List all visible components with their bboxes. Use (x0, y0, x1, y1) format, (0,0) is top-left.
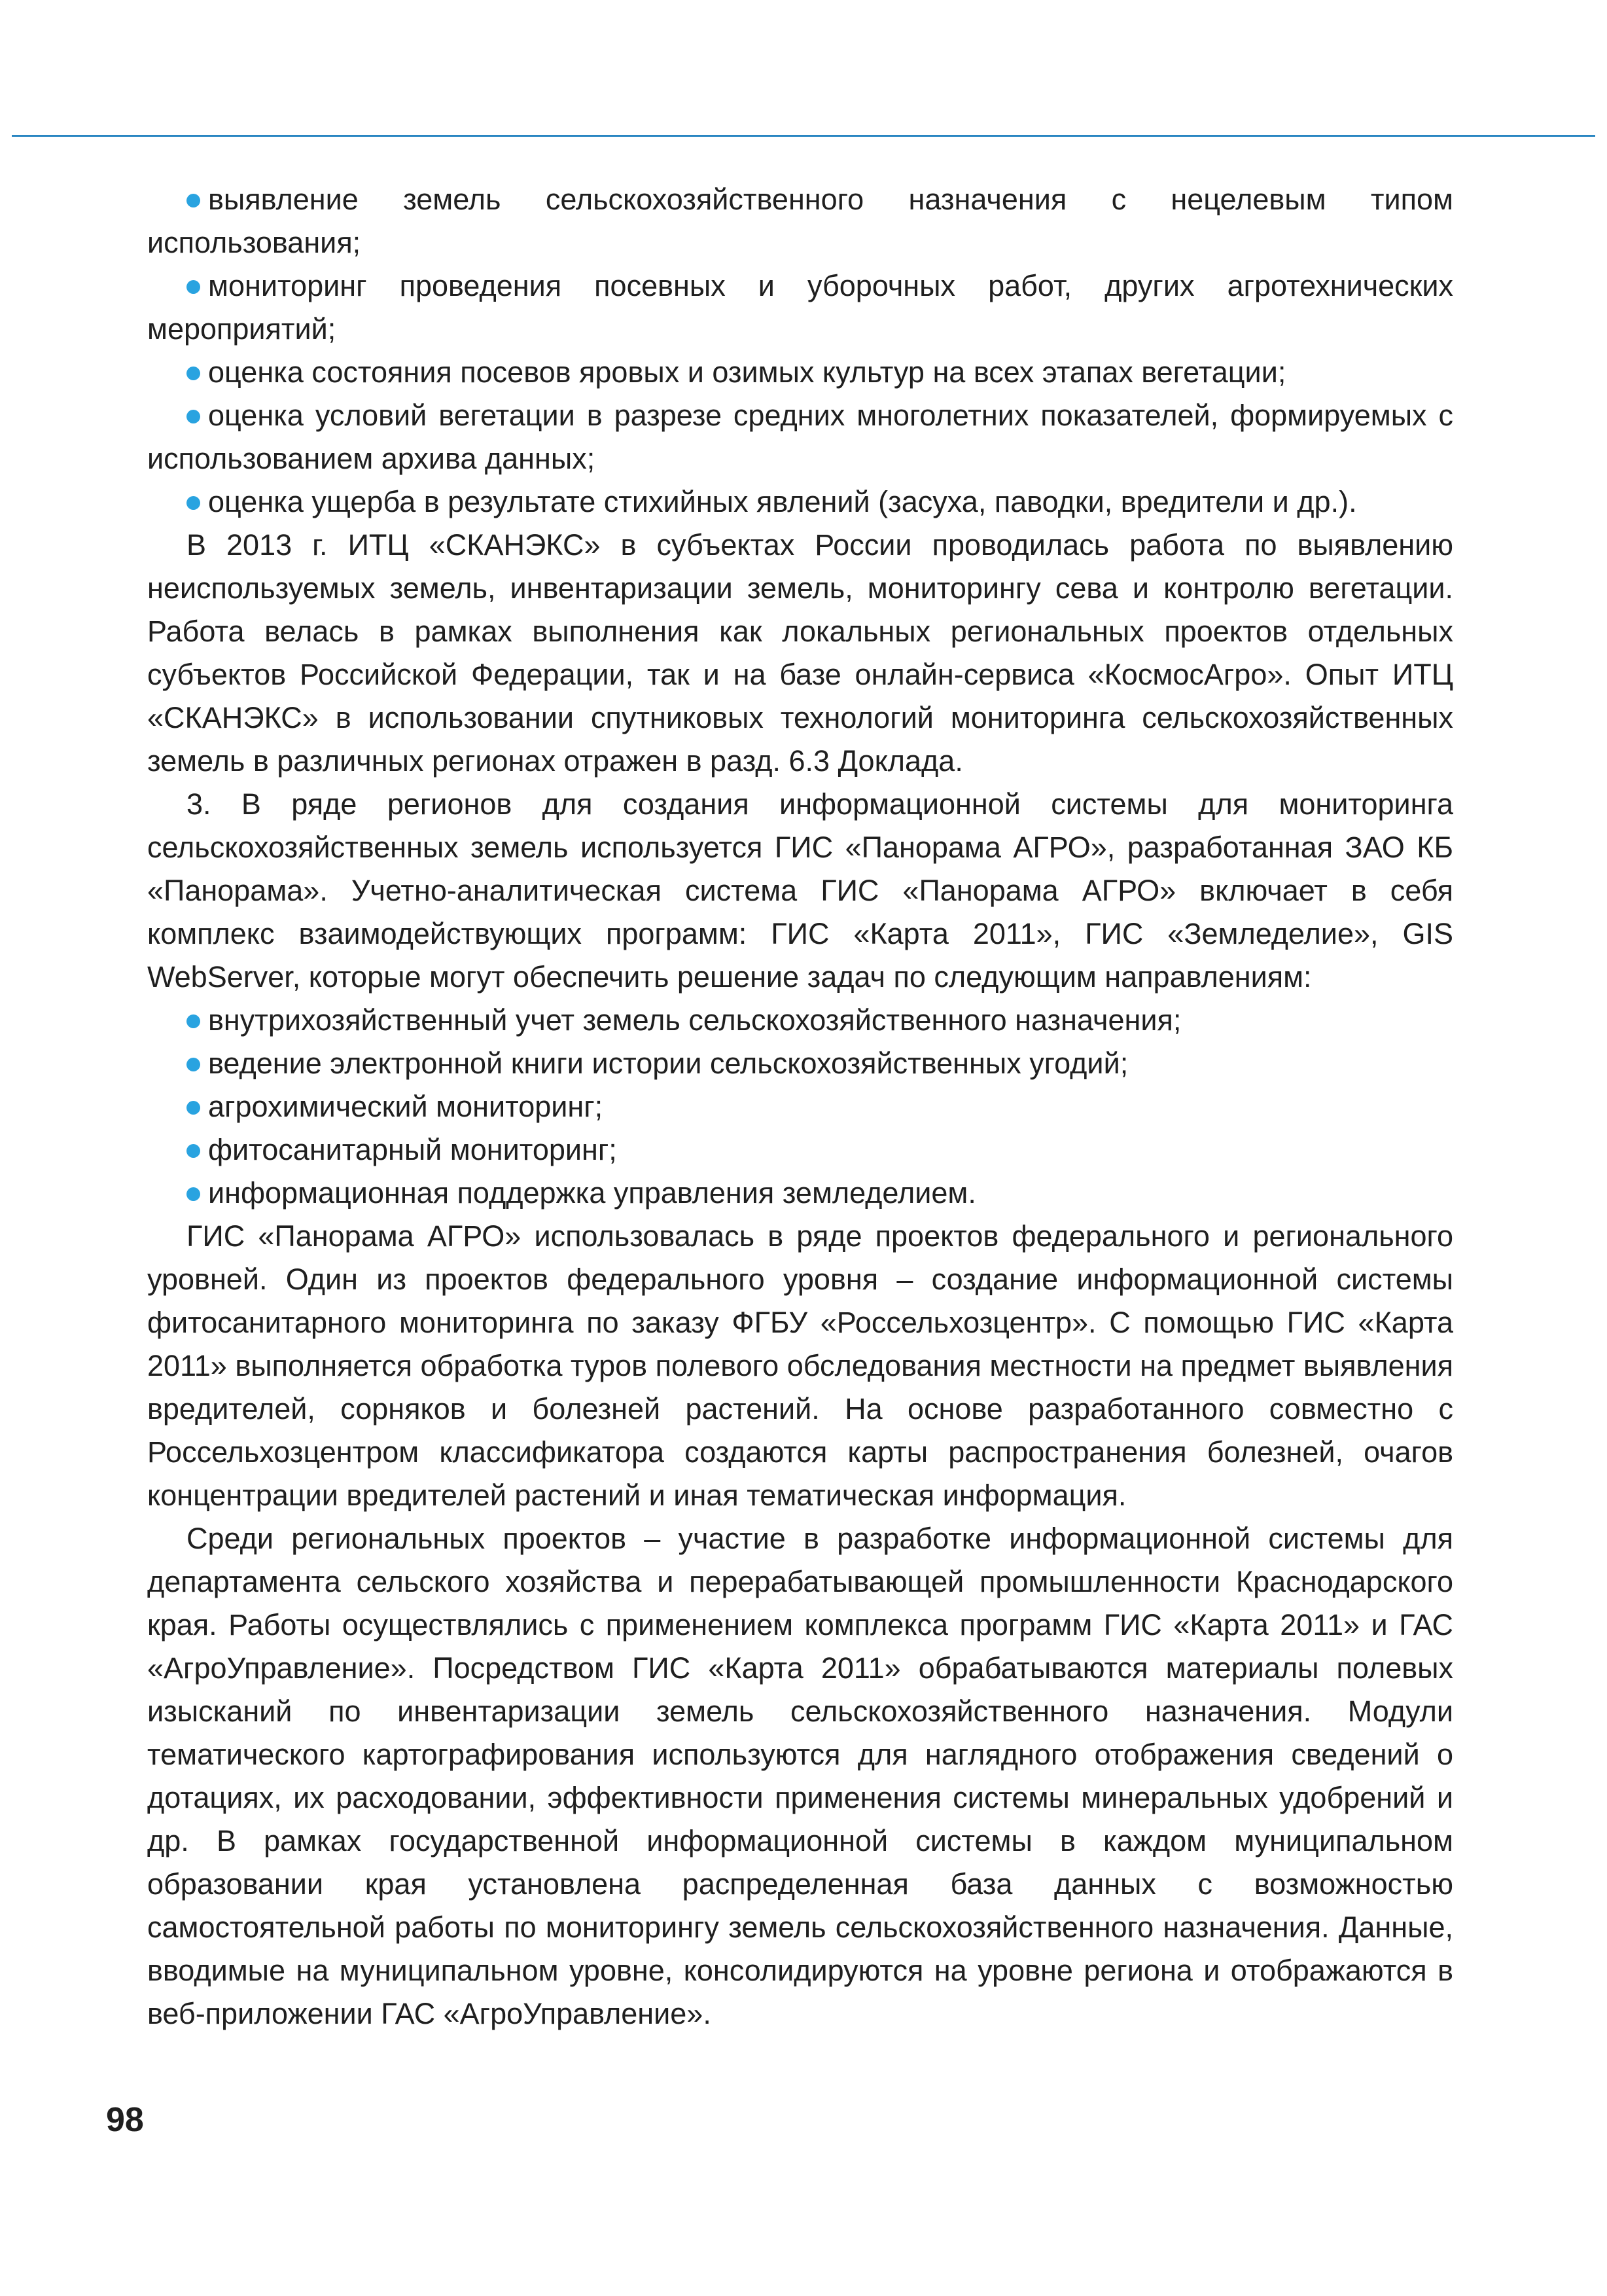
list-item: агрохимический мониторинг; (147, 1085, 1453, 1128)
paragraph-regional-projects: Среди региональных проектов – участие в разработке информационной системы для департамента сельского хозяйства и перерабатывающей промышленности Краснодарского края. Работы осуществлялись с применением комплекса программ ГИС «Карта 2011» и ГАС «АгроУправление». Посредством ГИС «Карта 2011» обрабатываются материалы полевых изысканий по инвентаризации земель сельскохозяйственного назначения. Модули тематического картографирования используются для наглядного отображения сведений о дотациях, их расходовании, эффективности применения системы минеральных удобрений и др. В рамках государственной информационной системы в каждом муниципальном образовании края установлена распределенная база данных с возможностью самостоятельной работы по мониторингу земель сельскохозяйственного назначения. Данные, вводимые на муниципальном уровне, консолидируются на уровне региона и отображаются в веб-приложении ГАС «АгроУправление». (147, 1522, 1453, 2030)
page-number: 98 (106, 2101, 144, 2139)
list-item: мониторинг проведения посевных и уборочных работ, других агротехнических мероприятий; (147, 269, 1453, 346)
bullet-icon (186, 1058, 200, 1071)
list-item: информационная поддержка управления земледелием. (147, 1172, 1453, 1215)
list-item: ведение электронной книги истории сельскохозяйственных угодий; (147, 1042, 1453, 1085)
bullet-icon (186, 367, 200, 380)
paragraph-scanex: В 2013 г. ИТЦ «СКАНЭКС» в субъектах России проводилась работа по выявлению неиспользуемых земель, инвентаризации земель, мониторингу сева и контролю вегетации. Работа велась в рамках выполнения как локальных региональных проектов отдельных субъектов Российской Федерации, так и на базе онлайн-сервиса «КосмосАгро». Опыт ИТЦ «СКАНЭКС» в использовании спутниковых технологий мониторинга сельскохозяйственных земель в различных регионах отражен в разд. 6.3 Доклада. (147, 528, 1453, 778)
list-item: выявление земель сельскохозяйственного назначения с нецелевым типом использования; (147, 183, 1453, 259)
bullet-icon (186, 1144, 200, 1158)
header-rule (12, 135, 1595, 137)
list-item: оценка условий вегетации в разрезе средних многолетних показателей, формируемых с использованием архива данных; (147, 399, 1453, 475)
bullet-icon (186, 1101, 200, 1115)
paragraph-federal-projects: ГИС «Панорама АГРО» использовалась в ряде проектов федерального и регионального уровней. Один из проектов федерального уровня – создание информационной системы фитосанитарного мониторинга по заказу ФГБУ «Россельхозцентр». С помощью ГИС «Карта 2011» выполняется обработка туров полевого обследования местности на предмет выявления вредителей, сорняков и болезней растений. На основе разработанного совместно с Россельхозцентром классификатора создаются карты распространения болезней, очагов концентрации вредителей растений и иная тематическая информация. (147, 1219, 1453, 1512)
bullet-icon (186, 410, 200, 423)
body-text (147, 178, 1453, 2036)
bullet-icon (186, 1187, 200, 1201)
bullet-icon (186, 1014, 200, 1028)
bullet-icon (186, 194, 200, 207)
list-item: оценка ущерба в результате стихийных явлений (засуха, паводки, вредители и др.). (147, 480, 1453, 524)
bullet-icon (186, 496, 200, 510)
list-item: фитосанитарный мониторинг; (147, 1128, 1453, 1172)
list-item: внутрихозяйственный учет земель сельскохозяйственного назначения; (147, 999, 1453, 1042)
paragraph-panorama-agro: 3. В ряде регионов для создания информационной системы для мониторинга сельскохозяйственных земель используется ГИС «Панорама АГРО», разработанная ЗАО КБ «Панорама». Учетно-аналитическая система ГИС «Панорама АГРО» включает в себя комплекс взаимодействующих программ: ГИС «Карта 2011», ГИС «Земледелие», GIS WebServer, которые могут обеспечить решение задач по следующим направлениям: (147, 787, 1453, 994)
bullet-icon (186, 280, 200, 294)
list-item: оценка состояния посевов яровых и озимых культур на всех этапах вегетации; (147, 351, 1453, 394)
